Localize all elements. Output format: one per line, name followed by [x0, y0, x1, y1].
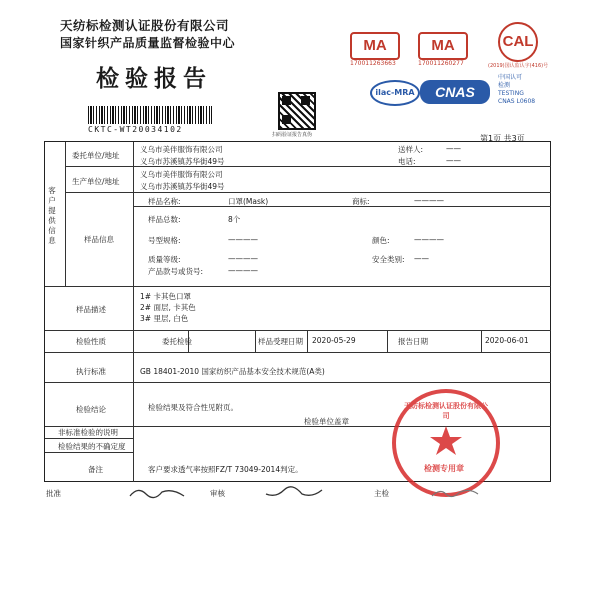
sender-label: 送样人:: [398, 145, 424, 154]
cnas-caption-line: CNAS L0608: [498, 98, 536, 105]
receipt-date: 2020-05-29: [312, 336, 356, 345]
conclusion-value: 检验结果及符合性见附页。: [148, 403, 238, 412]
cma-number-2: 170011260277: [418, 60, 464, 67]
sample-desc-line: 1# 卡其色口罩: [140, 292, 191, 301]
non-standard-label: 非标准检验的说明: [58, 428, 118, 437]
cnas-caption: [498, 74, 535, 106]
qr-code[interactable]: [278, 92, 316, 130]
phone-label: 电话:: [398, 157, 416, 166]
sample-name-value: 口罩(Mask): [228, 197, 269, 206]
item-number-label: 产品款号或货号:: [148, 267, 204, 276]
reviewer-label: 审核: [210, 489, 225, 498]
cnas-icon: CNAS: [420, 80, 490, 104]
tester-label: 主检: [374, 489, 389, 498]
approver-signature: [128, 484, 188, 503]
safety-label: 安全类别:: [372, 255, 405, 264]
company-name: 天纺标检测认证股份有限公司: [60, 18, 230, 33]
uncertainty-label: 检验结果的不确定度: [58, 442, 126, 451]
report-date-label: 报告日期: [398, 337, 428, 346]
cal-icon: CAL: [498, 22, 538, 62]
client-address: 义乌市苏溪镇苏华街49号: [140, 157, 225, 166]
grade-label: 质量等级:: [148, 255, 181, 264]
item-number-value: ————: [228, 266, 258, 275]
brand-label: 商标:: [352, 197, 370, 206]
sample-desc-label: 样品描述: [76, 305, 106, 314]
tester-signature: [430, 484, 480, 503]
seal-subtext: 检测专用章: [424, 464, 464, 473]
standard-value: GB 18401-2010 国家纺织产品基本安全技术规范(A类): [140, 367, 325, 376]
color-label: 颜色:: [372, 236, 390, 245]
receipt-date-label: 样品受理日期: [258, 337, 303, 346]
inspection-center-name: 国家针织产品质量监督检验中心: [60, 36, 236, 50]
cma-icon: MA: [418, 32, 468, 60]
cma-logo-2: [418, 32, 468, 67]
remarks-value: 客户要求透气率按照FZ/T 73049-2014判定。: [148, 465, 303, 474]
approver-label: 批准: [46, 489, 61, 498]
ilac-mra-icon: ilac-MRA: [370, 80, 420, 106]
cal-logo: [488, 22, 548, 69]
inspection-nature-label: 检验性质: [76, 337, 106, 346]
sample-name-label: 样品名称:: [148, 197, 181, 206]
grade-value: ————: [228, 254, 258, 263]
sample-count-value: 8个: [228, 215, 241, 224]
cnas-caption-line: 检测: [498, 82, 511, 89]
qr-caption: 扫码验证报告真伪: [272, 132, 313, 138]
client-name: 义乌市美伴服饰有限公司: [140, 145, 223, 154]
seal-text: 天纺标检测认证股份有限公司: [404, 402, 488, 420]
cma-icon: MA: [350, 32, 400, 60]
sample-info-label: 样品信息: [84, 235, 114, 244]
cma-number-1: 170011263663: [350, 60, 396, 67]
customer-info-label: 客户提供信息: [48, 186, 56, 245]
cnas-caption-line: TESTING: [498, 90, 524, 97]
cma-logo-1: [350, 32, 400, 67]
phone-value: ——: [446, 156, 461, 165]
barcode-number: CKTC-WT20034102: [88, 125, 183, 134]
producer-label: 生产单位/地址: [72, 177, 120, 186]
seal-note: 检验单位盖章: [304, 417, 349, 426]
sample-desc-line: 2# 面层, 卡其色: [140, 303, 196, 312]
cal-number: (2019)国认监认字(416)号: [488, 63, 549, 69]
standard-label: 执行标准: [76, 367, 106, 376]
barcode: [88, 106, 212, 124]
sample-desc-line: 3# 里层, 白色: [140, 314, 189, 323]
conclusion-label: 检验结论: [76, 405, 106, 414]
report-title: 检验报告: [96, 65, 212, 92]
client-label: 委托单位/地址: [72, 151, 120, 160]
brand-value: ————: [414, 196, 444, 205]
reviewer-signature: [264, 484, 324, 503]
model-value: ————: [228, 235, 258, 244]
official-seal: [392, 389, 500, 497]
sender-value: ——: [446, 144, 461, 153]
producer-name: 义乌市美伴服饰有限公司: [140, 170, 223, 179]
report-date: 2020-06-01: [485, 336, 529, 345]
model-label: 号型规格:: [148, 236, 181, 245]
producer-address: 义乌市苏溪镇苏华街49号: [140, 182, 225, 191]
page-number: 第1页 共3页: [480, 134, 525, 143]
inspection-nature-value: 委托检验: [162, 337, 192, 346]
remarks-label: 备注: [88, 465, 103, 474]
cnas-caption-line: 中国认可: [498, 74, 523, 81]
color-value: ————: [414, 235, 444, 244]
safety-value: ——: [414, 254, 429, 263]
sample-count-label: 样品总数:: [148, 215, 181, 224]
